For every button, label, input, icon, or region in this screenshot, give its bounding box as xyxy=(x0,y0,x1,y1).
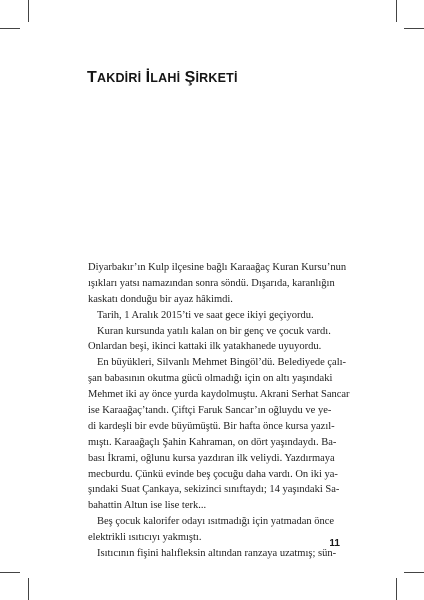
text-line: mıştı. Karaağaçlı Şahin Kahraman, on dört yaşındaydı. Ba- xyxy=(88,436,337,448)
text-line: bahattin Altun ise lise terk... xyxy=(88,500,207,512)
crop-mark-bottom-left xyxy=(28,578,29,600)
text-line: ışıkları yatsı namazından sonra söndü. Dışarıda, karanlığın xyxy=(88,277,335,289)
text-line: Onlardan beşi, ikinci kattaki ilk yatakhanede uyuyordu. xyxy=(88,341,322,353)
text-line: mecburdu. Çünkü evinde beş çocuğu daha vardı. On iki ya- xyxy=(88,468,338,480)
text-line: Mehmet iki ay önce yurda kaydolmuştu. Akrani Serhat Sancar xyxy=(88,389,350,401)
text-line: Isıtıcının fişini halıfleksin altından ranzaya uzatmış; sün- xyxy=(97,548,337,560)
title-word-2: İLAHİ xyxy=(145,69,181,86)
title-word-3: ŞİRKETİ xyxy=(184,69,238,86)
text-line: şındaki Suat Çankaya, sekizinci sınıftaydı; 14 yaşındaki Sa- xyxy=(88,484,340,496)
crop-mark-bottom-right xyxy=(396,578,397,600)
crop-mark-top-left xyxy=(28,0,29,22)
title-word-1: TAKDİRİ xyxy=(87,69,142,86)
crop-mark-top-right xyxy=(396,0,397,22)
crop-mark-bottom-right-h xyxy=(404,572,424,573)
text-line: kaskatı donduğu bir ayaz hâkimdi. xyxy=(88,293,233,305)
chapter-title xyxy=(87,69,238,87)
text-line: şan babasının okutma gücü olmadığı için on altı yaşındaki xyxy=(88,373,333,385)
crop-mark-top-left-h xyxy=(0,28,20,29)
page-number: 11 xyxy=(329,538,340,549)
text-line: Tarih, 1 Aralık 2015’ti ve saat gece ikiyi geçiyordu. xyxy=(97,309,314,321)
text-line: Diyarbakır’ın Kulp ilçesine bağlı Karaağaç Kuran Kursu’nun xyxy=(88,262,347,273)
crop-mark-top-right-h xyxy=(404,28,424,29)
crop-mark-bottom-left-h xyxy=(0,572,20,573)
text-line: Kuran kursunda yatılı kalan on bir genç ve çocuk vardı. xyxy=(97,325,331,337)
text-line: En büyükleri, Silvanlı Mehmet Bingöl’dü. Belediyede çalı- xyxy=(97,357,347,369)
text-line: ise Karaağaç’tandı. Çiftçi Faruk Sancar’ın oğluydu ve ye- xyxy=(88,405,332,417)
body-text xyxy=(88,260,350,562)
text-line: Beş çocuk kalorifer odayı ısıtmadığı için yatmadan önce xyxy=(97,516,335,528)
text-line: bası İkrami, oğlunu kursa yazdıran ilk veliydi. Yazdırmaya xyxy=(88,452,335,464)
text-line: di kardeşli bir evde büyümüştü. Bir hafta önce kursa yazıl- xyxy=(88,420,335,432)
text-line: elektrikli ısıtıcıyı yakmıştı. xyxy=(88,532,202,544)
